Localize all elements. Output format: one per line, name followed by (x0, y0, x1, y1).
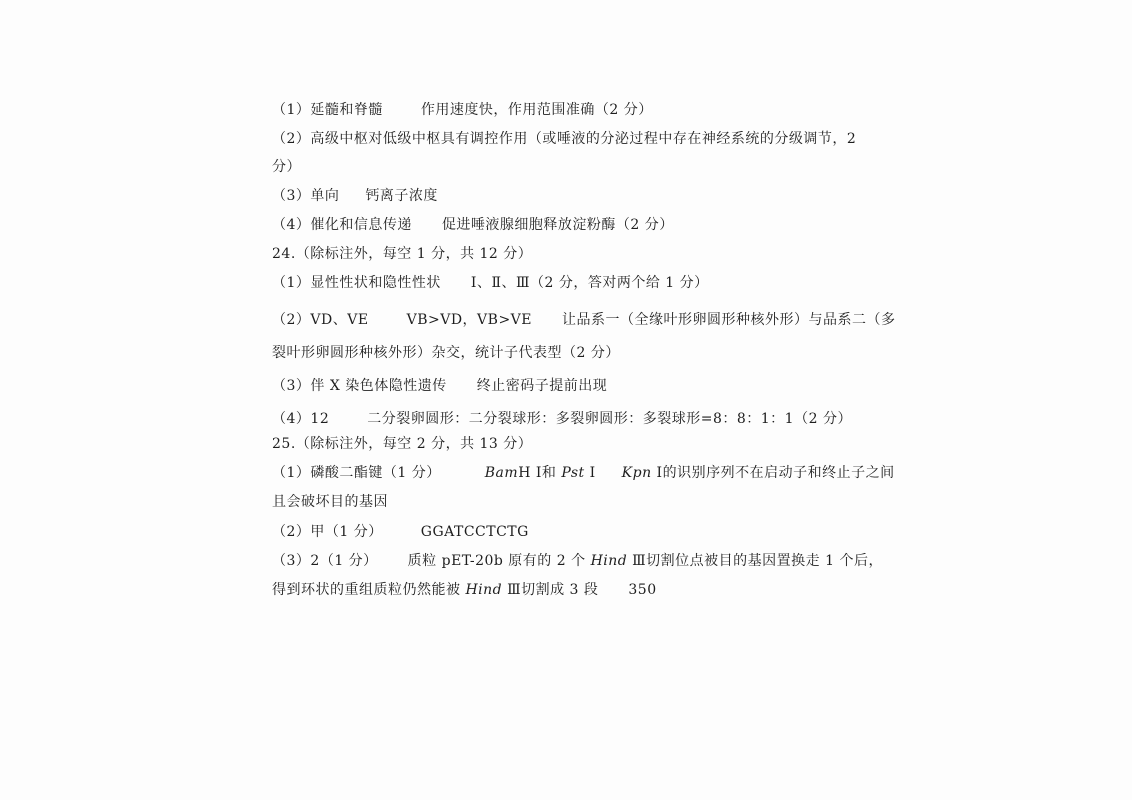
answer-line-11 (272, 410, 852, 428)
answer-text: （2）VD、VE (272, 312, 369, 328)
answer-text: 促进唾液腺细胞释放淀粉酶（2 分） (441, 217, 674, 233)
answer-text: 且会破坏目的基因 (272, 494, 388, 510)
answer-line-4 (272, 187, 438, 205)
answer-text: 分） (272, 159, 301, 175)
sequence-text: GGATCCTCTG (420, 524, 529, 540)
answer-text: （4）催化和信息传递 (272, 217, 412, 233)
answer-text: 二分裂卵圆形：二分裂球形：多裂卵圆形：多裂球形=8：8：1：1（2 分） (367, 411, 852, 427)
answer-line-10 (272, 377, 607, 395)
answer-text: （3）单向 (272, 188, 340, 204)
answer-text: （4）12 (272, 411, 330, 427)
answer-text: Ⅲ切割成 3 段 (502, 582, 599, 598)
answer-text: 质粒 pET-20b 原有的 2 个 (407, 553, 591, 569)
answer-value: 350 (628, 582, 657, 598)
answer-text: 终止密码子提前出现 (476, 378, 608, 394)
answer-text: （1）延髓和脊髓 (272, 102, 383, 118)
answer-text: 得到环状的重组质粒仍然能被 (272, 582, 466, 598)
answer-line-3 (272, 158, 301, 176)
answer-line-7 (272, 274, 709, 292)
answer-text: Ⅲ切割位点被目的基因置换走 1 个后， (627, 553, 883, 569)
enzyme-name: Kpn (621, 465, 652, 481)
section-heading-24 (272, 245, 532, 263)
answer-text: VB>VD，VB>VE (406, 312, 533, 328)
answer-text: （3）2（1 分） (272, 553, 378, 569)
answer-line-13 (272, 464, 895, 482)
answer-text: （3）伴 X 染色体隐性遗传 (272, 378, 447, 394)
answer-line-14 (272, 493, 388, 511)
section-heading-25 (272, 435, 532, 453)
answer-text: H Ⅰ和 (518, 465, 562, 481)
answer-text: （1）显性性状和隐性性状 (272, 275, 441, 291)
answer-line-16 (272, 552, 883, 570)
answer-text: 钙离子浓度 (365, 188, 438, 204)
answer-text: （1）磷酸二酯键（1 分） (272, 465, 441, 481)
answer-line-9 (272, 344, 620, 362)
answer-line-5 (272, 216, 674, 234)
answer-line-15 (272, 523, 529, 541)
answer-text: （2）高级中枢对低级中枢具有调控作用（或唾液的分泌过程中存在神经系统的分级调节，2 (272, 131, 857, 147)
answer-text: 作用速度快，作用范围准确（2 分） (420, 102, 653, 118)
section-heading-text: 25.（除标注外，每空 2 分，共 13 分） (272, 436, 533, 452)
answer-text: Ⅰ、Ⅱ、Ⅲ（2 分，答对两个给 1 分） (470, 275, 709, 291)
enzyme-name: Pst (561, 465, 585, 481)
answer-text: 裂叶形卵圆形种核外形）杂交，统计子代表型（2 分） (272, 345, 620, 361)
section-heading-text: 24.（除标注外，每空 1 分，共 12 分） (272, 246, 533, 262)
answer-text: Ⅰ的识别序列不在启动子和终止子之间 (651, 465, 895, 481)
enzyme-name: Hind (590, 553, 628, 569)
answer-text: 让品系一（全缘叶形卵圆形种核外形）与品系二（多 (562, 312, 896, 328)
answer-line-1 (272, 101, 653, 119)
answer-text: Ⅰ (584, 465, 596, 481)
enzyme-name: Bam (484, 465, 519, 481)
answer-line-17 (272, 581, 657, 599)
answer-line-2 (272, 130, 856, 148)
enzyme-name: Hind (465, 582, 503, 598)
answer-line-8 (272, 311, 896, 329)
answer-text: （2）甲（1 分） (272, 524, 383, 540)
